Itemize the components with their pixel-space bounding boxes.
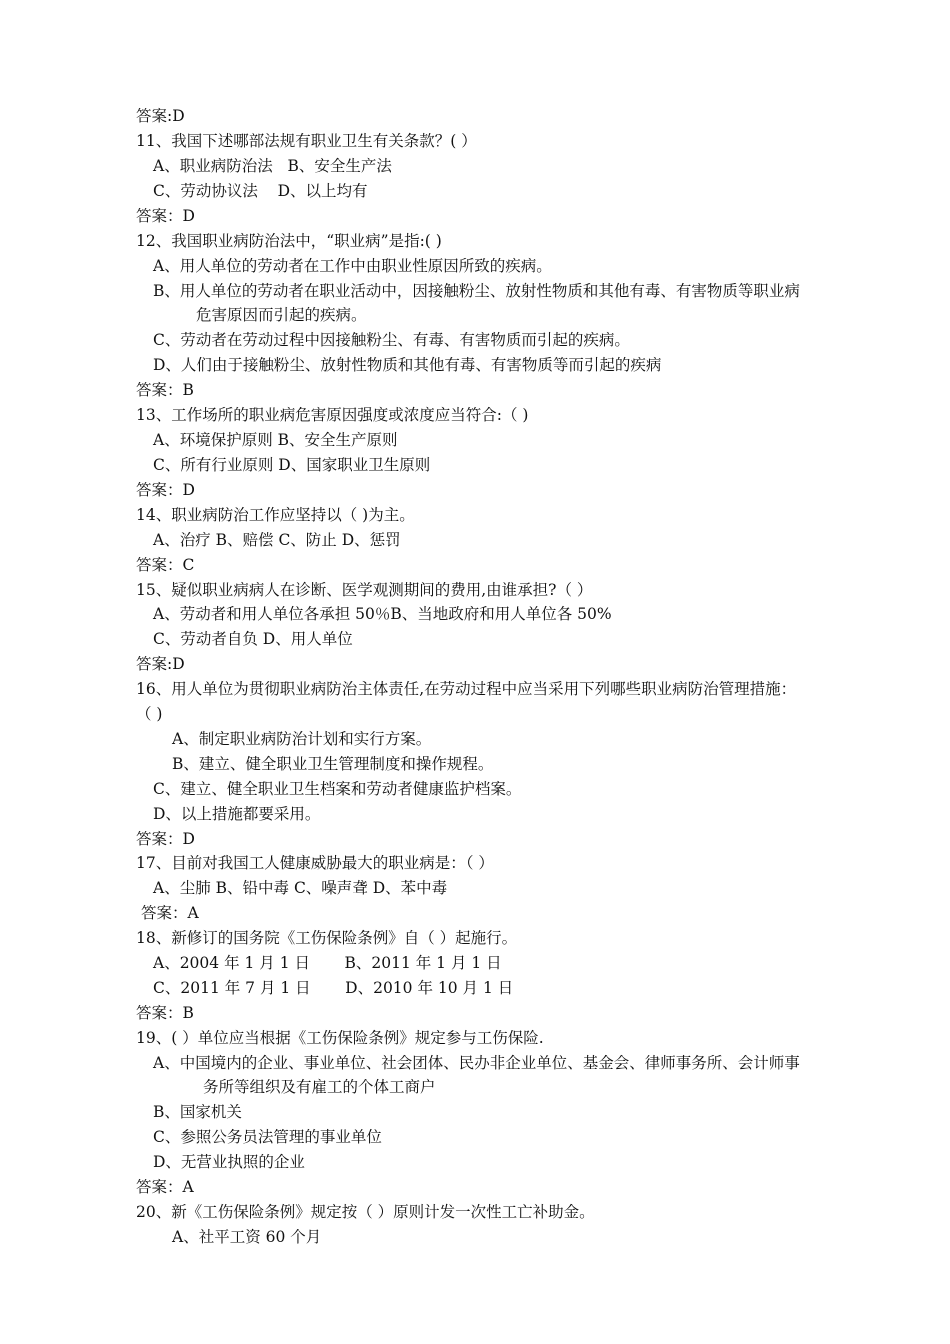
question-18: 18、新修订的国务院《工伤保险条例》自（ ）起施行。 bbox=[136, 929, 518, 947]
answer-line: 答案：B bbox=[136, 381, 194, 399]
option-line: C、建立、健全职业卫生档案和劳动者健康监护档案。 bbox=[153, 780, 522, 798]
option-line: A、环境保护原则 B、安全生产原则 bbox=[153, 431, 398, 449]
question-12: 12、我国职业病防治法中，“职业病”是指:( ) bbox=[136, 232, 442, 250]
option-line: C、参照公务员法管理的事业单位 bbox=[153, 1128, 382, 1146]
answer-line: 答案：D bbox=[136, 207, 195, 225]
option-line: C、劳动协议法 D、以上均有 bbox=[153, 182, 368, 200]
option-line: A、2004 年 1 月 1 日 B、2011 年 1 月 1 日 bbox=[153, 954, 502, 972]
option-line: A、治疗 B、赔偿 C、防止 D、惩罚 bbox=[153, 531, 401, 549]
option-line: C、2011 年 7 月 1 日 D、2010 年 10 月 1 日 bbox=[153, 979, 514, 997]
option-line: C、劳动者自负 D、用人单位 bbox=[153, 630, 353, 648]
question-15: 15、疑似职业病病人在诊断、医学观测期间的费用,由谁承担?（ ） bbox=[136, 581, 593, 599]
answer-line: 答案：D bbox=[136, 481, 195, 499]
option-line: A、制定职业病防治计划和实行方案。 bbox=[172, 730, 432, 748]
answer-line: 答案：B bbox=[136, 1004, 194, 1022]
option-continuation: 务所等组织及有雇工的个体工商户 bbox=[203, 1078, 436, 1096]
answer-line: 答案:D bbox=[136, 655, 185, 673]
option-line: A、劳动者和用人单位各承担 50％B、当地政府和用人单位各 50% bbox=[153, 605, 612, 623]
option-line: D、以上措施都要采用。 bbox=[153, 805, 321, 823]
question-11: 11、我国下述哪部法规有职业卫生有关条款？( ） bbox=[136, 132, 477, 150]
question-13: 13、工作场所的职业病危害原因强度或浓度应当符合:（ ) bbox=[136, 406, 529, 424]
option-line: B、用人单位的劳动者在职业活动中，因接触粉尘、放射性物质和其他有毒、有害物质等职业病 bbox=[153, 282, 800, 300]
option-line: A、中国境内的企业、事业单位、社会团体、民办非企业单位、基金会、律师事务所、会计师事 bbox=[153, 1054, 800, 1072]
question-17: 17、目前对我国工人健康威胁最大的职业病是：（ ） bbox=[136, 854, 494, 872]
question-14: 14、职业病防治工作应坚持以（ )为主。 bbox=[136, 506, 415, 524]
option-line: C、所有行业原则 D、国家职业卫生原则 bbox=[153, 456, 431, 474]
option-line: A、职业病防治法 B、安全生产法 bbox=[153, 157, 392, 175]
option-line: A、尘肺 B、铅中毒 C、噪声聋 D、苯中毒 bbox=[153, 879, 448, 897]
option-line: D、无营业执照的企业 bbox=[153, 1153, 305, 1171]
option-line: B、建立、健全职业卫生管理制度和操作规程。 bbox=[172, 755, 494, 773]
option-line: B、国家机关 bbox=[153, 1103, 242, 1121]
answer-line: 答案：A bbox=[136, 1178, 194, 1196]
option-line: D、人们由于接触粉尘、放射性物质和其他有毒、有害物质等而引起的疾病 bbox=[153, 356, 662, 374]
option-continuation: 危害原因而引起的疾病。 bbox=[196, 306, 367, 324]
option-line: C、劳动者在劳动过程中因接触粉尘、有毒、有害物质而引起的疾病。 bbox=[153, 331, 630, 349]
question-19: 19、( ）单位应当根据《工伤保险条例》规定参与工伤保险. bbox=[136, 1029, 544, 1047]
question-continuation: （ ) bbox=[136, 705, 163, 723]
option-line: A、用人单位的劳动者在工作中由职业性原因所致的疾病。 bbox=[153, 257, 552, 275]
question-16: 16、用人单位为贯彻职业病防治主体责任,在劳动过程中应当采用下列哪些职业病防治管理措施： bbox=[136, 680, 797, 698]
answer-line: 答案：D bbox=[136, 830, 195, 848]
question-20: 20、新《工伤保险条例》规定按（ ）原则计发一次性工亡补助金。 bbox=[136, 1203, 595, 1221]
answer-line: 答案：A bbox=[141, 904, 199, 922]
answer-line: 答案:D bbox=[136, 107, 185, 125]
answer-line: 答案：C bbox=[136, 556, 195, 574]
option-line: A、社平工资 60 个月 bbox=[172, 1228, 322, 1246]
